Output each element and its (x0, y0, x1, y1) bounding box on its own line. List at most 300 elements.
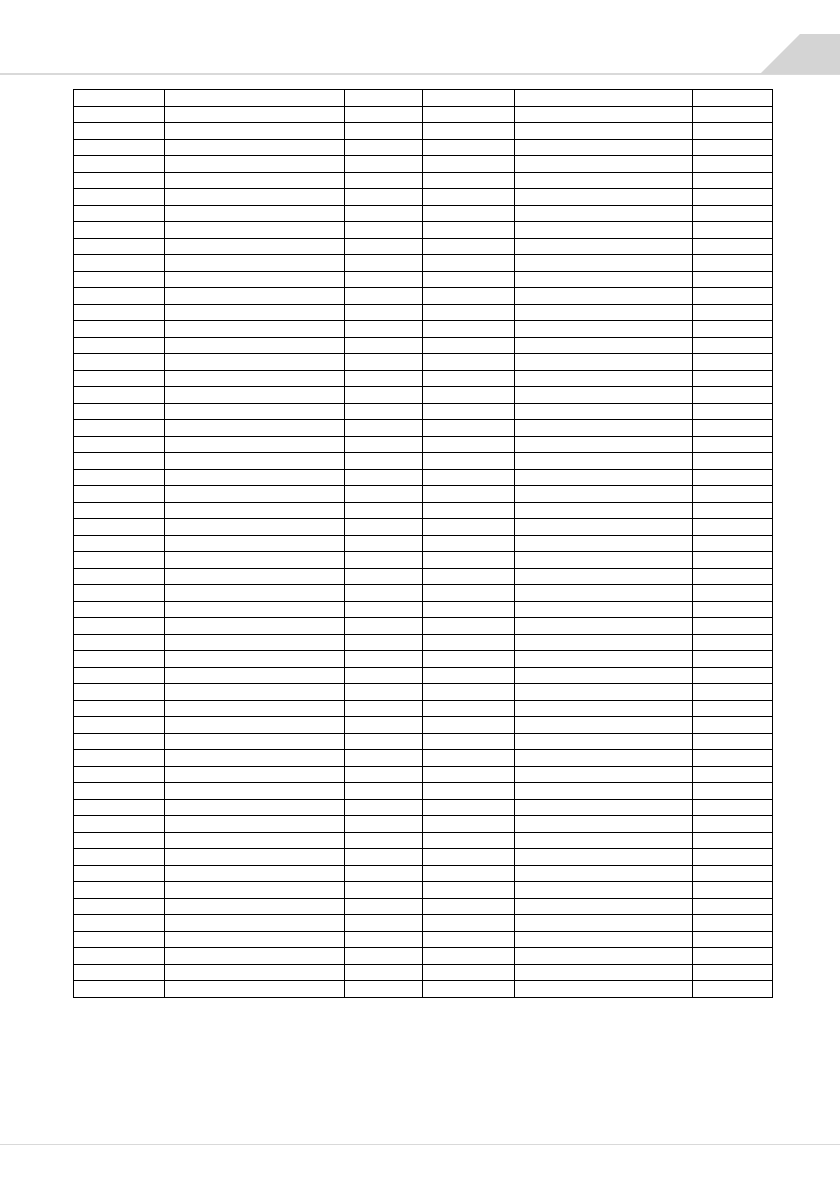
table-cell (515, 816, 693, 833)
table-cell (423, 585, 515, 602)
table-cell (74, 684, 165, 701)
table-cell (74, 865, 165, 882)
table-cell (165, 387, 345, 404)
table-cell (693, 519, 773, 536)
table-row (74, 354, 773, 371)
table-cell (515, 222, 693, 239)
table-cell (74, 568, 165, 585)
table-cell (693, 750, 773, 767)
table-cell (74, 552, 165, 569)
table-cell (423, 288, 515, 305)
table-cell (165, 832, 345, 849)
table-cell (423, 700, 515, 717)
table-row (74, 981, 773, 998)
table-cell (74, 964, 165, 981)
table-cell (345, 172, 423, 189)
header-rule (0, 73, 840, 75)
table-row (74, 898, 773, 915)
table-cell (74, 106, 165, 123)
table-cell (74, 156, 165, 173)
table-row (74, 403, 773, 420)
table-row (74, 321, 773, 338)
table-cell (515, 634, 693, 651)
table-cell (74, 667, 165, 684)
table-cell (74, 832, 165, 849)
table-row (74, 750, 773, 767)
table-row (74, 931, 773, 948)
table-cell (74, 337, 165, 354)
table-cell (423, 205, 515, 222)
table-cell (345, 189, 423, 206)
table-row (74, 90, 773, 107)
table-cell (515, 370, 693, 387)
table-cell (515, 981, 693, 998)
table-cell (693, 222, 773, 239)
table-cell (515, 354, 693, 371)
table-cell (423, 172, 515, 189)
table-cell (165, 420, 345, 437)
table-cell (74, 717, 165, 734)
table-cell (165, 634, 345, 651)
table-cell (74, 486, 165, 503)
table-cell (423, 387, 515, 404)
table-cell (423, 634, 515, 651)
table-cell (515, 535, 693, 552)
table-cell (693, 865, 773, 882)
table-cell (423, 717, 515, 734)
table-row (74, 717, 773, 734)
table-cell (74, 271, 165, 288)
table-cell (74, 651, 165, 668)
table-cell (345, 832, 423, 849)
table-cell (515, 519, 693, 536)
table-cell (423, 238, 515, 255)
table-cell (693, 634, 773, 651)
table-cell (165, 717, 345, 734)
table-cell (74, 948, 165, 965)
table-cell (345, 420, 423, 437)
table-cell (693, 172, 773, 189)
table-row (74, 915, 773, 932)
table-cell (165, 651, 345, 668)
table-cell (423, 304, 515, 321)
table-row (74, 271, 773, 288)
table-cell (423, 436, 515, 453)
table-row (74, 766, 773, 783)
table-cell (423, 618, 515, 635)
table-cell (165, 189, 345, 206)
table-cell (345, 288, 423, 305)
table-cell (165, 222, 345, 239)
table-cell (693, 816, 773, 833)
table-row (74, 156, 773, 173)
table-cell (165, 882, 345, 899)
table-cell (693, 717, 773, 734)
table-row (74, 667, 773, 684)
table-cell (74, 354, 165, 371)
table-row (74, 337, 773, 354)
table-cell (693, 354, 773, 371)
table-cell (74, 123, 165, 140)
table-cell (165, 700, 345, 717)
table-row (74, 783, 773, 800)
table-cell (515, 601, 693, 618)
table-cell (165, 552, 345, 569)
table-cell (515, 684, 693, 701)
table-cell (693, 783, 773, 800)
table-row (74, 865, 773, 882)
table-cell (345, 156, 423, 173)
table-cell (345, 304, 423, 321)
table-cell (345, 783, 423, 800)
table-cell (345, 667, 423, 684)
table-cell (423, 948, 515, 965)
table-cell (345, 750, 423, 767)
table-cell (165, 733, 345, 750)
table-row (74, 420, 773, 437)
table-cell (345, 601, 423, 618)
table-cell (693, 898, 773, 915)
table-cell (423, 255, 515, 272)
table-cell (515, 288, 693, 305)
table-row (74, 502, 773, 519)
table-cell (165, 865, 345, 882)
table-cell (693, 205, 773, 222)
table-cell (515, 585, 693, 602)
table-row (74, 882, 773, 899)
table-cell (423, 354, 515, 371)
table-cell (515, 255, 693, 272)
table-cell (74, 882, 165, 899)
table-row (74, 799, 773, 816)
table-cell (74, 205, 165, 222)
table-cell (515, 123, 693, 140)
table-cell (693, 469, 773, 486)
table-cell (423, 799, 515, 816)
table-cell (423, 189, 515, 206)
table-cell (165, 981, 345, 998)
table-cell (345, 255, 423, 272)
table-row (74, 486, 773, 503)
table-cell (345, 403, 423, 420)
table-cell (345, 882, 423, 899)
table-cell (165, 255, 345, 272)
table-cell (693, 321, 773, 338)
table-cell (74, 288, 165, 305)
table-row (74, 849, 773, 866)
table-row (74, 453, 773, 470)
table-row (74, 733, 773, 750)
table-cell (345, 568, 423, 585)
table-cell (515, 568, 693, 585)
table-cell (345, 222, 423, 239)
table-cell (515, 931, 693, 948)
table-cell (165, 486, 345, 503)
table-cell (423, 469, 515, 486)
table-cell (74, 420, 165, 437)
table-cell (345, 766, 423, 783)
table-cell (693, 651, 773, 668)
table-row (74, 222, 773, 239)
table-cell (74, 139, 165, 156)
table-cell (423, 403, 515, 420)
table-cell (345, 502, 423, 519)
table-cell (345, 535, 423, 552)
table-cell (515, 717, 693, 734)
table-cell (693, 832, 773, 849)
table-cell (693, 684, 773, 701)
table-cell (693, 436, 773, 453)
table-row (74, 106, 773, 123)
table-row (74, 189, 773, 206)
table-cell (423, 684, 515, 701)
table-cell (165, 766, 345, 783)
table-cell (165, 271, 345, 288)
table-cell (74, 519, 165, 536)
table-cell (515, 453, 693, 470)
table-cell (515, 90, 693, 107)
table-row (74, 387, 773, 404)
table-cell (515, 469, 693, 486)
table-cell (345, 684, 423, 701)
table-cell (74, 304, 165, 321)
table-cell (693, 304, 773, 321)
table-row (74, 139, 773, 156)
table-cell (693, 552, 773, 569)
table-cell (515, 667, 693, 684)
table-cell (423, 519, 515, 536)
table-cell (515, 552, 693, 569)
table-cell (693, 156, 773, 173)
empty-grid-table (73, 89, 773, 998)
table-cell (423, 931, 515, 948)
table-row (74, 469, 773, 486)
table-cell (693, 964, 773, 981)
table-cell (515, 733, 693, 750)
table-cell (515, 766, 693, 783)
table-cell (345, 915, 423, 932)
table-cell (423, 222, 515, 239)
table-cell (165, 288, 345, 305)
table-cell (74, 981, 165, 998)
table-cell (74, 799, 165, 816)
table-row (74, 288, 773, 305)
table-row (74, 948, 773, 965)
page-corner-tab (760, 34, 840, 74)
table-cell (74, 849, 165, 866)
table-cell (423, 271, 515, 288)
table-cell (423, 156, 515, 173)
table-cell (74, 90, 165, 107)
table-cell (423, 750, 515, 767)
table-row (74, 832, 773, 849)
table-cell (515, 139, 693, 156)
table-cell (515, 205, 693, 222)
table-cell (515, 783, 693, 800)
table-cell (693, 502, 773, 519)
table-cell (693, 370, 773, 387)
table-cell (515, 502, 693, 519)
table-cell (693, 486, 773, 503)
table-cell (165, 106, 345, 123)
table-cell (423, 849, 515, 866)
table-cell (515, 189, 693, 206)
table-cell (693, 288, 773, 305)
table-cell (345, 90, 423, 107)
table-row (74, 618, 773, 635)
table-cell (74, 898, 165, 915)
table-cell (165, 783, 345, 800)
table-cell (345, 552, 423, 569)
table-cell (693, 915, 773, 932)
table-cell (693, 337, 773, 354)
table-cell (515, 882, 693, 899)
table-cell (423, 486, 515, 503)
table-cell (345, 337, 423, 354)
table-cell (345, 964, 423, 981)
table-cell (345, 717, 423, 734)
table-cell (165, 915, 345, 932)
table-cell (165, 354, 345, 371)
table-cell (693, 238, 773, 255)
table-cell (345, 205, 423, 222)
table-cell (345, 700, 423, 717)
table-cell (515, 700, 693, 717)
table-cell (423, 90, 515, 107)
table-cell (693, 667, 773, 684)
table-cell (423, 964, 515, 981)
table-cell (693, 420, 773, 437)
table-cell (693, 90, 773, 107)
table-cell (423, 321, 515, 338)
table-cell (423, 601, 515, 618)
table-cell (165, 123, 345, 140)
table-cell (693, 733, 773, 750)
table-row (74, 585, 773, 602)
table-cell (693, 585, 773, 602)
table-cell (423, 981, 515, 998)
table-row (74, 205, 773, 222)
table-cell (515, 172, 693, 189)
table-row (74, 684, 773, 701)
table-cell (515, 403, 693, 420)
table-cell (345, 585, 423, 602)
table-cell (423, 139, 515, 156)
table-cell (693, 618, 773, 635)
table-cell (423, 651, 515, 668)
table-cell (74, 585, 165, 602)
table-cell (74, 733, 165, 750)
table-cell (423, 337, 515, 354)
table-cell (345, 618, 423, 635)
table-cell (693, 123, 773, 140)
table-cell (345, 816, 423, 833)
table-cell (423, 865, 515, 882)
table-cell (515, 832, 693, 849)
table-cell (515, 849, 693, 866)
table-cell (423, 733, 515, 750)
table-row (74, 634, 773, 651)
table-cell (693, 189, 773, 206)
table-cell (165, 964, 345, 981)
table-cell (345, 981, 423, 998)
table-cell (74, 502, 165, 519)
table-cell (515, 271, 693, 288)
table-cell (165, 205, 345, 222)
table-cell (165, 750, 345, 767)
table-cell (74, 436, 165, 453)
table-cell (423, 898, 515, 915)
table-cell (165, 90, 345, 107)
table-cell (74, 700, 165, 717)
table-cell (515, 898, 693, 915)
table-cell (515, 304, 693, 321)
table-cell (515, 106, 693, 123)
table-cell (345, 651, 423, 668)
table-cell (74, 172, 165, 189)
table-cell (165, 568, 345, 585)
table-cell (515, 156, 693, 173)
table-cell (345, 106, 423, 123)
table-cell (515, 618, 693, 635)
table-cell (345, 321, 423, 338)
table-cell (345, 931, 423, 948)
table-cell (165, 948, 345, 965)
table-cell (74, 634, 165, 651)
table-cell (165, 931, 345, 948)
table-cell (165, 898, 345, 915)
table-cell (165, 849, 345, 866)
table-cell (423, 783, 515, 800)
table-cell (515, 486, 693, 503)
table-cell (423, 882, 515, 899)
table-cell (515, 651, 693, 668)
table-cell (345, 486, 423, 503)
grid-body (74, 90, 773, 998)
table-cell (165, 469, 345, 486)
table-cell (693, 799, 773, 816)
table-cell (74, 321, 165, 338)
table-cell (693, 849, 773, 866)
table-cell (693, 403, 773, 420)
table-row (74, 370, 773, 387)
table-cell (515, 799, 693, 816)
table-cell (165, 156, 345, 173)
table-cell (515, 948, 693, 965)
table-cell (165, 535, 345, 552)
table-cell (345, 238, 423, 255)
table-row (74, 304, 773, 321)
table-row (74, 535, 773, 552)
table-cell (74, 535, 165, 552)
table-row (74, 964, 773, 981)
table-cell (74, 469, 165, 486)
table-row (74, 238, 773, 255)
table-cell (515, 436, 693, 453)
table-cell (423, 766, 515, 783)
table-cell (345, 436, 423, 453)
table-cell (165, 502, 345, 519)
table-cell (165, 519, 345, 536)
table-cell (515, 915, 693, 932)
table-cell (423, 502, 515, 519)
table-cell (693, 601, 773, 618)
table-row (74, 651, 773, 668)
table-cell (345, 123, 423, 140)
table-cell (345, 733, 423, 750)
table-row (74, 552, 773, 569)
table-cell (165, 370, 345, 387)
